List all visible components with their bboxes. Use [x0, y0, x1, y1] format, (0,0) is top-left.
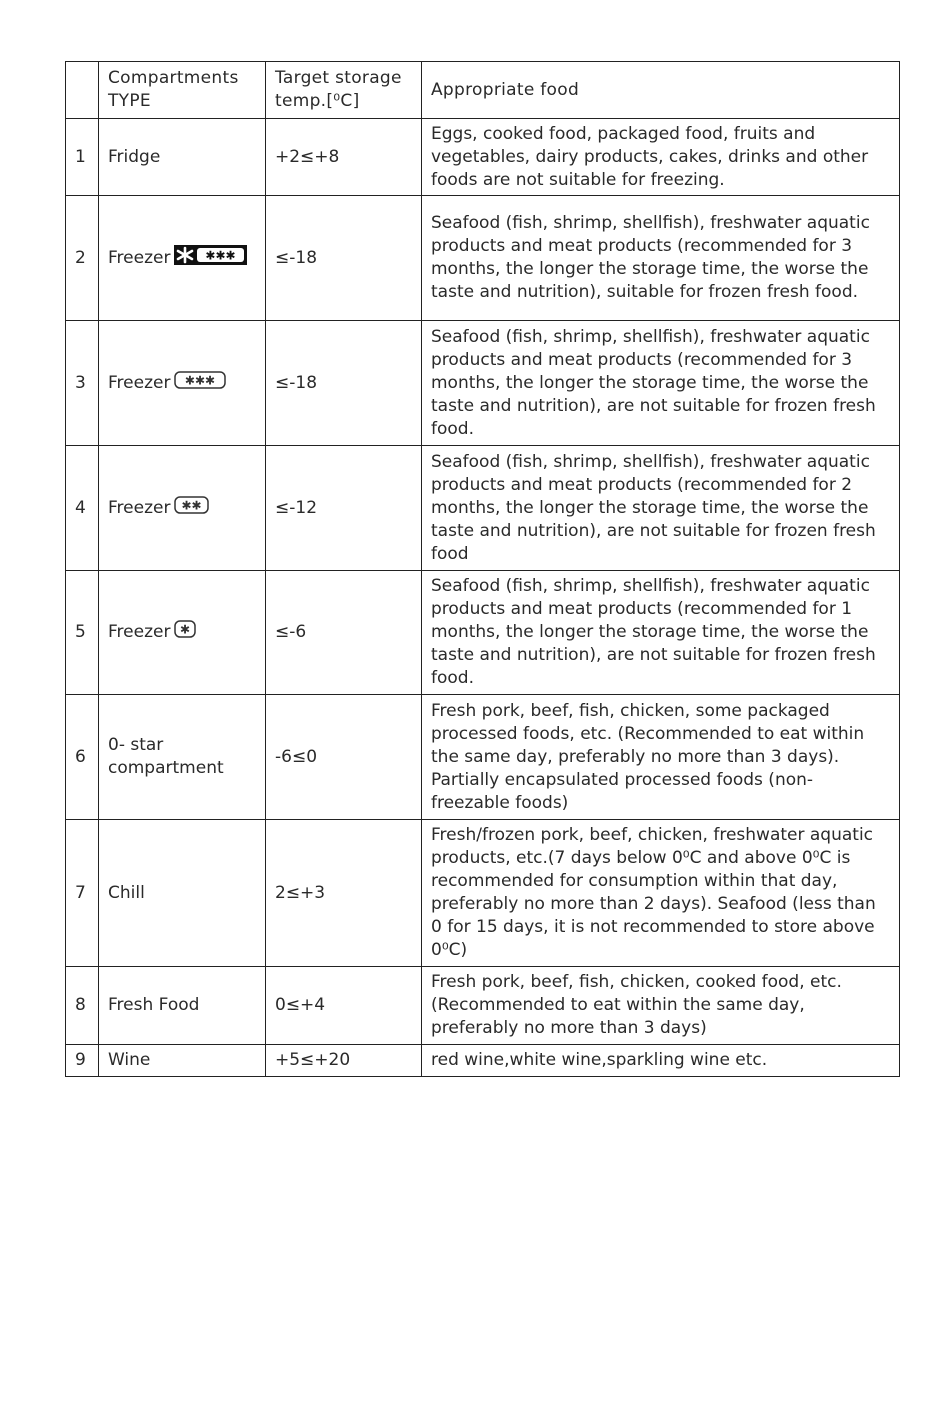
four-star-freezer-icon: [174, 245, 247, 272]
table-row: [66, 1045, 900, 1077]
compartment-label: Freezer: [108, 622, 171, 642]
compartment-type: [99, 1045, 266, 1077]
compartment-label: Wine: [108, 1050, 151, 1070]
compartment-label: Chill: [108, 882, 145, 903]
svg-text:✱✱✱: ✱✱✱: [185, 373, 216, 387]
row-number: 3: [66, 321, 99, 446]
appropriate-food: Seafood (fish, shrimp, shellfish), freshwater aquatic products and meat products (recommended for 3 months, the longer the storage time, the worse the taste and nutrition), are not suitable for frozen fresh food.: [422, 321, 900, 446]
target-temp: -6≤0: [266, 695, 422, 820]
compartment-type: [99, 695, 266, 820]
compartment-label: Freezer: [108, 372, 171, 393]
target-temp: ≤-18: [266, 321, 422, 446]
compartment-label: Fridge: [108, 146, 161, 167]
row-number: 1: [66, 119, 99, 196]
row-number: 7: [66, 820, 99, 967]
appropriate-food: Fresh pork, beef, fish, chicken, cooked food, etc. (Recommended to eat within the same day, preferably no more than 3 days): [422, 967, 900, 1045]
compartment-label: 0- star compartment: [108, 735, 224, 778]
appropriate-food: Fresh pork, beef, fish, chicken, some packaged processed foods, etc. (Recommended to eat within the same day, preferably no more than 3 days). Partially encapsulated processed foods (non-freezable foods): [422, 695, 900, 820]
target-temp: ≤-12: [266, 446, 422, 571]
table-row: [66, 967, 900, 1045]
target-temp: 0≤+4: [266, 967, 422, 1045]
table-row: [66, 119, 900, 196]
table-row: [66, 446, 900, 571]
row-number: 5: [66, 571, 99, 695]
table-row: [66, 820, 900, 967]
row-number: 9: [66, 1045, 99, 1077]
row-number: 6: [66, 695, 99, 820]
header-number: [66, 62, 99, 119]
compartment-label: Freezer: [108, 247, 171, 268]
svg-text:✱✱✱: ✱✱✱: [205, 248, 237, 262]
table-row: [66, 196, 900, 321]
table-row: [66, 571, 900, 695]
compartment-type: [99, 119, 266, 196]
target-temp: ≤-6: [266, 571, 422, 695]
appropriate-food: Seafood (fish, shrimp, shellfish), freshwater aquatic products and meat products (recommended for 3 months, the longer the storage time, the worse the taste and nutrition), suitable for frozen fresh food.: [422, 196, 900, 321]
table-header-row: [66, 62, 900, 119]
target-temp: +5≤+20: [266, 1045, 422, 1077]
appropriate-food: Seafood (fish, shrimp, shellfish), freshwater aquatic products and meat products (recommended for 1 months, the longer the storage time, the worse the taste and nutrition), are not suitable for frozen fresh food.: [422, 571, 900, 695]
appropriate-food: red wine,white wine,sparkling wine etc.: [422, 1045, 900, 1077]
appropriate-food: Seafood (fish, shrimp, shellfish), freshwater aquatic products and meat products (recommended for 2 months, the longer the storage time, the worse the taste and nutrition), are not suitable for frozen fresh food: [422, 446, 900, 571]
compartment-type: [99, 321, 266, 446]
header-appropriate-food: Appropriate food: [422, 62, 900, 119]
compartment-type: [99, 446, 266, 571]
row-number: 2: [66, 196, 99, 321]
compartment-label: Fresh Food: [108, 995, 200, 1015]
compartment-label: Freezer: [108, 497, 171, 518]
compartment-type: [99, 571, 266, 695]
two-star-freezer-icon: [174, 495, 209, 522]
header-compartment-type: Compartments TYPE: [99, 62, 266, 119]
row-number: 8: [66, 967, 99, 1045]
target-temp: 2≤+3: [266, 820, 422, 967]
compartment-type: [99, 820, 266, 967]
target-temp: +2≤+8: [266, 119, 422, 196]
target-temp: ≤-18: [266, 196, 422, 321]
row-number: 4: [66, 446, 99, 571]
table-row: [66, 695, 900, 820]
appropriate-food: Eggs, cooked food, packaged food, fruits and vegetables, dairy products, cakes, drinks and other foods are not suitable for freezing.: [422, 119, 900, 196]
three-star-freezer-icon: [174, 370, 226, 397]
compartment-type: [99, 967, 266, 1045]
food-storage-table: [65, 61, 900, 1077]
table-row: [66, 321, 900, 446]
svg-text:✱✱: ✱✱: [181, 498, 203, 512]
compartment-type: [99, 196, 266, 321]
one-star-freezer-icon: [174, 619, 196, 646]
appropriate-food: Fresh/frozen pork, beef, chicken, freshwater aquatic products, etc.(7 days below 0⁰C and above 0⁰C is recommended for consumption within that day, preferably no more than 2 days). Seafood (less than 0 for 15 days, it is not recommended to store above 0⁰C): [422, 820, 900, 967]
header-target-temp: Target storage temp.[⁰C]: [266, 62, 422, 119]
svg-text:✱: ✱: [180, 622, 191, 637]
